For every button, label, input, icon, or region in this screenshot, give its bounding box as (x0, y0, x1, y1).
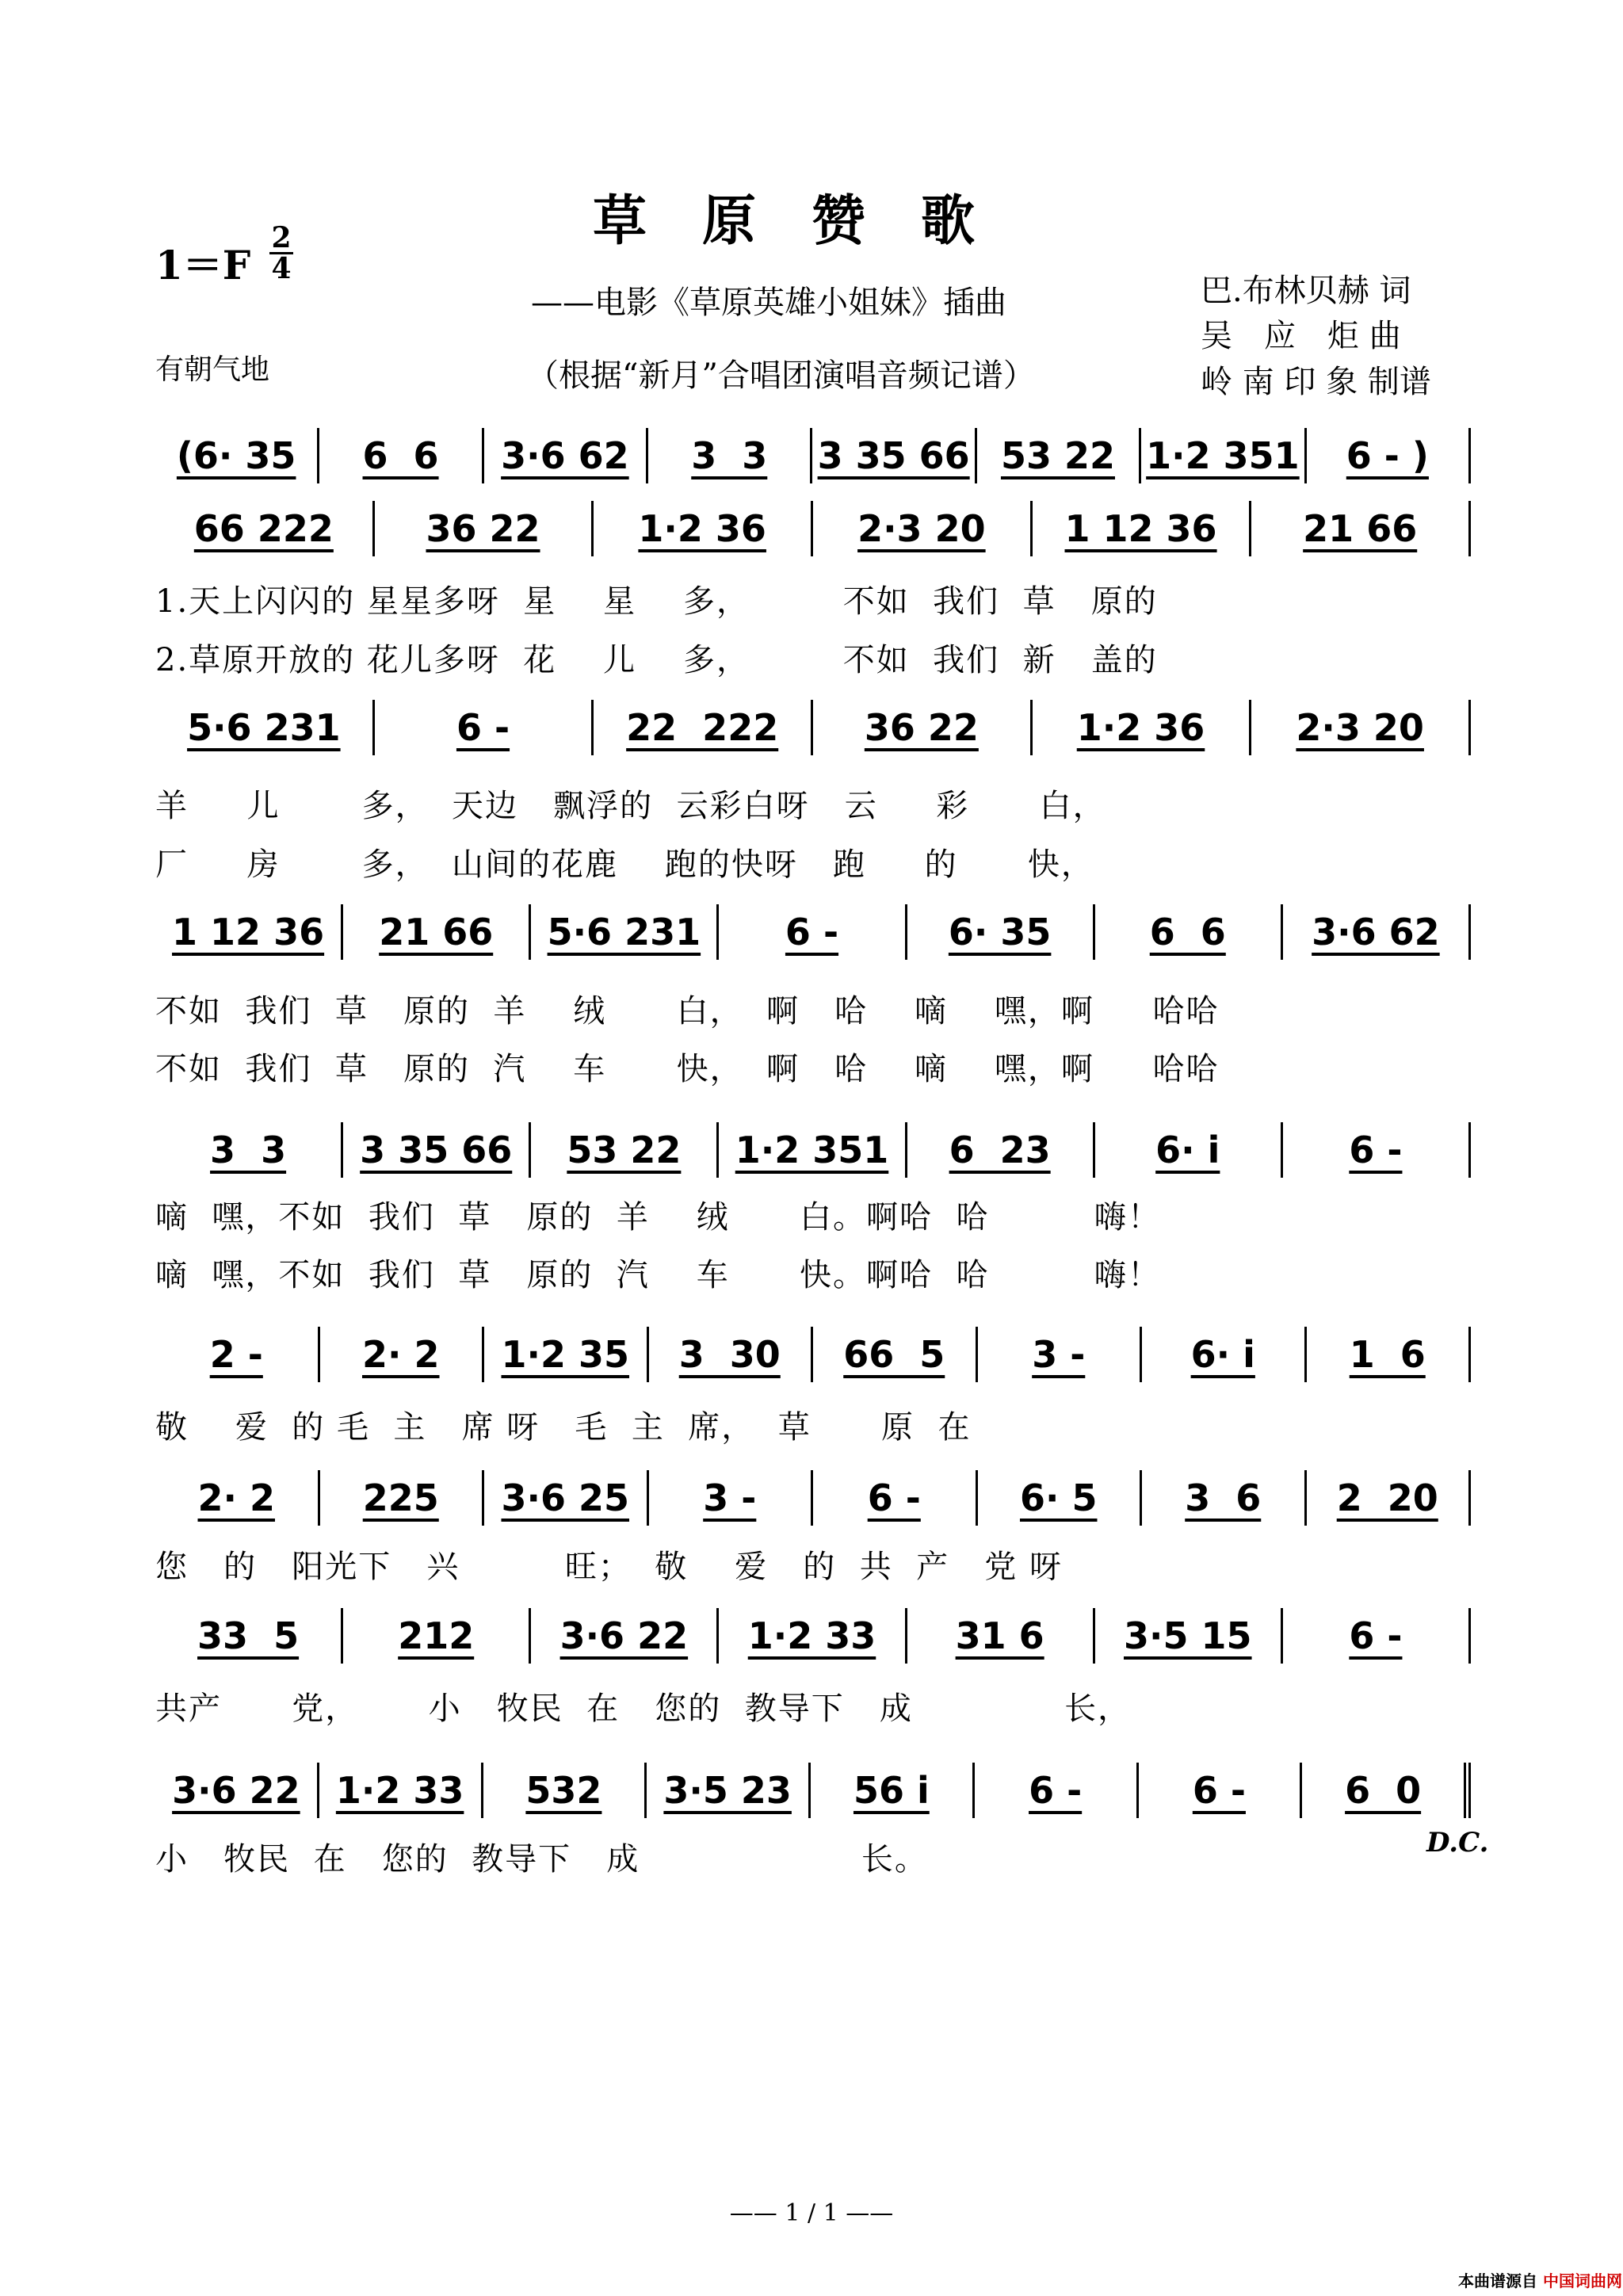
measure-notes: 1·2 35 (501, 1333, 630, 1376)
measure (1251, 700, 1471, 755)
measure-notes: 2 - (209, 1333, 263, 1376)
measure-notes: 6 - (785, 911, 839, 953)
measure-notes: 3 30 (678, 1333, 781, 1376)
measure (978, 1470, 1143, 1526)
measure-notes: 3 35 66 (360, 1129, 513, 1171)
lyrics-line: 羊 儿 多， 天边 飘浮的 云彩白呀 云 彩 白， (155, 788, 1106, 824)
measure (343, 1122, 531, 1178)
measure (155, 1327, 320, 1382)
measure-notes: 3 - (1032, 1333, 1086, 1376)
measure-notes: 36 22 (864, 706, 979, 749)
measure-notes: 1 12 36 (1064, 507, 1217, 550)
subtitle: ——电影《草原英雄小姐妹》插曲 (531, 285, 1006, 321)
measure (155, 428, 319, 483)
measure-notes: 2· 2 (361, 1333, 440, 1376)
measure-notes: 6· 5 (1019, 1477, 1098, 1519)
measure (531, 1122, 719, 1178)
measure (375, 501, 594, 556)
measure (155, 1763, 319, 1818)
measure-notes: 6 6 (362, 434, 439, 477)
lyrics-line: 您 的 阳光下 兴 旺； 敬 爱 的 共 产 党 呀 (155, 1549, 1064, 1585)
notation-line (155, 501, 1471, 556)
measure-notes: 3·6 22 (172, 1769, 300, 1812)
lyrics-line: 厂 房 多， 山间的花鹿 跑的快呀 跑 的 快， (155, 846, 1094, 883)
lyricist-credit: 巴.布林贝赫 词 (1201, 273, 1411, 309)
measure-notes: 3·6 62 (1312, 911, 1440, 953)
measure (531, 904, 719, 960)
measure (484, 1470, 649, 1526)
measure (155, 904, 343, 960)
measure-notes: 5·6 231 (187, 706, 341, 749)
lyrics-line: 嘀 嘿，不如 我们 草 原的 羊 绒 白。啊哈 哈 嗨！ (155, 1199, 1161, 1236)
source-footer (1458, 2268, 1622, 2291)
measure (594, 501, 813, 556)
footer-left: 本曲谱源自 (1458, 2271, 1537, 2290)
measure-notes: 33 5 (197, 1614, 300, 1657)
measure (1283, 904, 1471, 960)
measure-notes: 6 - (456, 706, 510, 749)
measure-notes: 3 3 (691, 434, 768, 477)
notation-line (155, 428, 1471, 483)
measure-notes: 1·2 36 (1076, 706, 1205, 749)
measure-notes: 6· i (1155, 1129, 1220, 1171)
measure (1141, 428, 1307, 483)
measure (719, 904, 907, 960)
measure-notes: 56 i (853, 1769, 930, 1812)
measure (812, 428, 976, 483)
measure (1095, 904, 1283, 960)
footer-site: 中国词曲网 (1542, 2271, 1622, 2290)
meter-top: 2 (271, 221, 292, 254)
key-signature: 1＝F (155, 242, 251, 288)
measure (155, 1608, 343, 1664)
measure-notes: 3 35 66 (817, 434, 970, 477)
measure-notes: 532 (525, 1769, 602, 1812)
measure (649, 1470, 814, 1526)
measure-notes: 66 5 (843, 1333, 945, 1376)
measure-notes: 5·6 231 (547, 911, 701, 953)
measure-notes: 1·2 33 (747, 1614, 876, 1657)
measure (155, 700, 375, 755)
transcriber-credit: 岭 南 印 象 制谱 (1201, 364, 1431, 400)
measure-notes: 3·5 15 (1124, 1614, 1252, 1657)
measure-notes: 2 20 (1336, 1477, 1438, 1519)
measure (484, 1327, 649, 1382)
lyrics-line: 不如 我们 草 原的 汽 车 快， 啊 哈 嘀 嘿，啊 哈哈 (155, 1051, 1220, 1087)
measure (813, 501, 1033, 556)
measure-notes: 3 6 (1185, 1477, 1262, 1519)
measure (907, 1122, 1095, 1178)
measure (719, 1608, 907, 1664)
measure (594, 700, 813, 755)
measure (719, 1122, 907, 1178)
lyrics-line: 小 牧民 在 您的 教导下 成 长。 (155, 1841, 928, 1878)
measure-notes: 3·6 22 (559, 1614, 689, 1657)
measure (155, 1122, 343, 1178)
measure (813, 700, 1033, 755)
measure (531, 1608, 719, 1664)
composer-credit: 吴 应 炬 曲 (1201, 318, 1401, 354)
measure (648, 428, 812, 483)
measure-notes: 6 - ) (1346, 434, 1429, 477)
lyrics-line: 共产 党， 小 牧民 在 您的 教导下 成 长， (155, 1690, 1132, 1727)
notation-line (155, 904, 1471, 960)
measure (649, 1327, 814, 1382)
measure (155, 501, 375, 556)
measure (375, 700, 594, 755)
lyrics-line: 嘀 嘿，不如 我们 草 原的 汽 车 快。啊哈 哈 嗨！ (155, 1257, 1161, 1293)
measure (319, 1763, 483, 1818)
notation-line (155, 1608, 1471, 1664)
measure-notes: 53 22 (567, 1129, 682, 1171)
measure-notes: 6· 35 (948, 911, 1052, 953)
notation-line (155, 1122, 1471, 1178)
measure (1033, 501, 1252, 556)
measure (484, 428, 648, 483)
measure-notes: 1·2 351 (735, 1129, 889, 1171)
measure (483, 1763, 647, 1818)
measure (811, 1763, 975, 1818)
measure (1283, 1608, 1471, 1664)
source-note: （根据“新月”合唱团演唱音频记谱） (527, 357, 1035, 394)
measure (813, 1470, 978, 1526)
measure (1251, 501, 1471, 556)
measure-notes: 21 66 (379, 911, 494, 953)
measure-notes: 1·2 351 (1146, 434, 1300, 477)
measure-notes: 1 6 (1349, 1333, 1426, 1376)
measure (1307, 428, 1471, 483)
measure (907, 904, 1095, 960)
measure-notes: 1·2 36 (638, 507, 766, 550)
notation-line (155, 1763, 1471, 1818)
measure (319, 428, 483, 483)
measure-notes: 1·2 33 (335, 1769, 464, 1812)
page-number: —— 1 / 1 —— (729, 2199, 894, 2227)
measure-notes: 1 12 36 (172, 911, 325, 953)
measure-notes: 2·3 20 (1296, 706, 1424, 749)
tempo-marking: 有朝气地 (155, 353, 270, 386)
measure-notes: 225 (362, 1477, 439, 1519)
measure (1302, 1763, 1471, 1818)
measure-notes: 3·6 62 (501, 434, 629, 477)
measure-notes: 21 66 (1303, 507, 1418, 550)
measure-notes: 6 - (1349, 1129, 1403, 1171)
measure (978, 1327, 1143, 1382)
measure (1307, 1327, 1472, 1382)
notation-line (155, 700, 1471, 755)
measure-notes: 2·3 20 (857, 507, 986, 550)
measure (907, 1608, 1095, 1664)
measure-notes: 3·6 25 (501, 1477, 630, 1519)
measure (1139, 1763, 1303, 1818)
measure (1033, 700, 1252, 755)
measure-notes: 6 - (1349, 1614, 1403, 1657)
measure-notes: 6 23 (949, 1129, 1051, 1171)
measure (320, 1470, 485, 1526)
notation-line (155, 1327, 1471, 1382)
measure-notes: 53 22 (1000, 434, 1115, 477)
measure-notes: 22 222 (626, 706, 779, 749)
measure-notes: 212 (398, 1614, 475, 1657)
time-signature (269, 223, 293, 283)
measure-notes: 3·5 23 (663, 1769, 792, 1812)
measure (975, 1763, 1139, 1818)
meter-bottom: 4 (271, 252, 292, 285)
measure-notes: 3 - (703, 1477, 757, 1519)
notation-line (155, 1470, 1471, 1526)
measure (813, 1327, 978, 1382)
measure-notes: 6 0 (1345, 1769, 1422, 1812)
measure-notes: 6 - (1192, 1769, 1246, 1812)
measure (1307, 1470, 1472, 1526)
measure-notes: 3 3 (210, 1129, 287, 1171)
measure (155, 1470, 320, 1526)
measure (647, 1763, 811, 1818)
measure-notes: 66 222 (193, 507, 334, 550)
measure-notes: 6 - (1029, 1769, 1083, 1812)
lyrics-line: 1.天上闪闪的 星星多呀 星 星 多， 不如 我们 草 原的 (155, 583, 1158, 620)
measure-notes: 6 - (867, 1477, 921, 1519)
measure (1142, 1470, 1307, 1526)
measure-notes: 31 6 (955, 1614, 1044, 1657)
lyrics-line: 敬 爱 的 毛 主 席 呀 毛 主 席， 草 原 在 (155, 1409, 972, 1446)
measure (977, 428, 1141, 483)
measure-notes: (6· 35 (176, 434, 296, 477)
measure-notes: 2· 2 (197, 1477, 275, 1519)
measure-notes: 6 6 (1149, 911, 1226, 953)
measure (343, 904, 531, 960)
measure-notes: 6· i (1190, 1333, 1255, 1376)
da-capo-marking: D.C. (1426, 1827, 1489, 1859)
song-title: 草原赞歌 (592, 189, 1030, 253)
lyrics-line: 2.草原开放的 花儿多呀 花 儿 多， 不如 我们 新 盖的 (155, 642, 1158, 678)
measure-notes: 36 22 (426, 507, 540, 550)
measure (1095, 1122, 1283, 1178)
measure (343, 1608, 531, 1664)
measure (1283, 1122, 1471, 1178)
lyrics-line: 不如 我们 草 原的 羊 绒 白， 啊 哈 嘀 嘿，啊 哈哈 (155, 993, 1220, 1030)
measure (1095, 1608, 1283, 1664)
measure (320, 1327, 485, 1382)
measure (1142, 1327, 1307, 1382)
